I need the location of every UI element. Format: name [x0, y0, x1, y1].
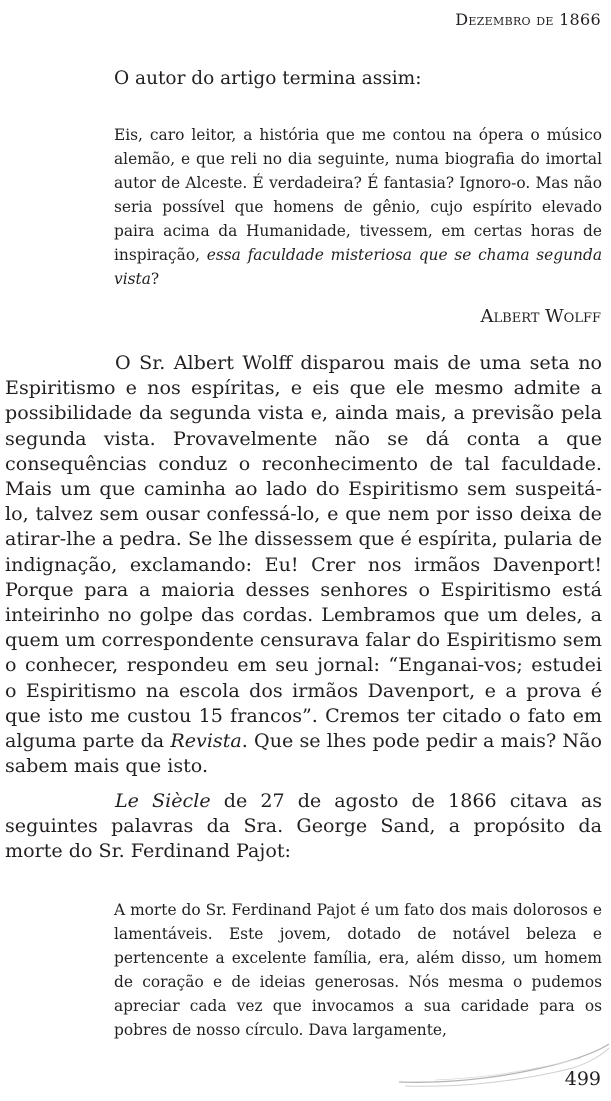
paragraph-italic: Revista: [170, 729, 242, 753]
paragraph-text: O Sr. Albert Wolff disparou mais de uma seta no Espiritismo e nos espíritas, e eis que ele mesmo admite a possibilidade da segunda vista e, ainda mais, a previsão pela segunda vista. Provavelmente não se dá conta a que consequências conduz o reconhecimento de tal faculdade. Mais um que caminha ao lado do Espiritismo sem suspeitá-lo, talvez sem ousar confessá-lo, e que nem por isso deixa de atirar-lhe a pedra. Se lhe dissessem que é espírita, pularia de indignação, exclamando: Eu! Crer nos irmãos Davenport! Porque para a maioria desses senhores o Espiritismo está inteirinho no golpe das cordas. Lembramos que um deles, a quem um correspondente censurava falar do Espiritismo sem o conhecer, respondeu em seu jornal: “Enganai-vos; estudei o Espiritismo na escola dos irmãos Davenport, e a prova é que isto me custou 15 francos”. Cremos ter citado o fato em alguma parte da: [5, 351, 602, 753]
quote-italic: essa faculdade misteriosa que se chama segunda vista: [114, 246, 602, 288]
newspaper-title: Le Siècle: [115, 789, 211, 812]
block-quote-sand: A morte do Sr. Ferdinand Pajot é um fato dos mais dolorosos e lamentáveis. Este jovem, dotado de notável beleza e pertencente a excelente família, era, além disso, um homem de coração e de ideias generosas. Nós mesma o pudemos apreciar cada vez que invocamos a sua caridade para os pobres de nosso círculo. Dava largamente,: [114, 901, 602, 1039]
signature: Albert Wolff: [480, 306, 601, 327]
body-paragraph-2: [5, 788, 602, 864]
body-paragraph-1: [5, 350, 602, 778]
page-number: 499: [564, 1068, 601, 1090]
paragraph-text-end: . Que se lhes pode pedir a mais? Não sabem mais que isto.: [5, 729, 602, 778]
paragraph-text: de 27 de agosto de 1866 citava as seguintes palavras da Sra. George Sand, a propósito da morte do Sr. Ferdinand Pajot:: [5, 789, 602, 863]
intro-line: O autor do artigo termina assim:: [114, 68, 422, 89]
running-header: Dezembro de 1866: [455, 10, 601, 29]
quote-text: Eis, caro leitor, a história que me contou na ópera o músico alemão, e que reli no dia seguinte, numa biografia do imortal autor de Alceste. É verdadeira? É fantasia? Ignoro-o. Mas não seria possível que homens de gênio, cujo espírito elevado paira acima da Humanidade, tivessem, em certas horas de inspiração,: [114, 126, 602, 264]
quote-text-end: ?: [150, 270, 160, 288]
block-quote-wolff: [114, 123, 602, 291]
